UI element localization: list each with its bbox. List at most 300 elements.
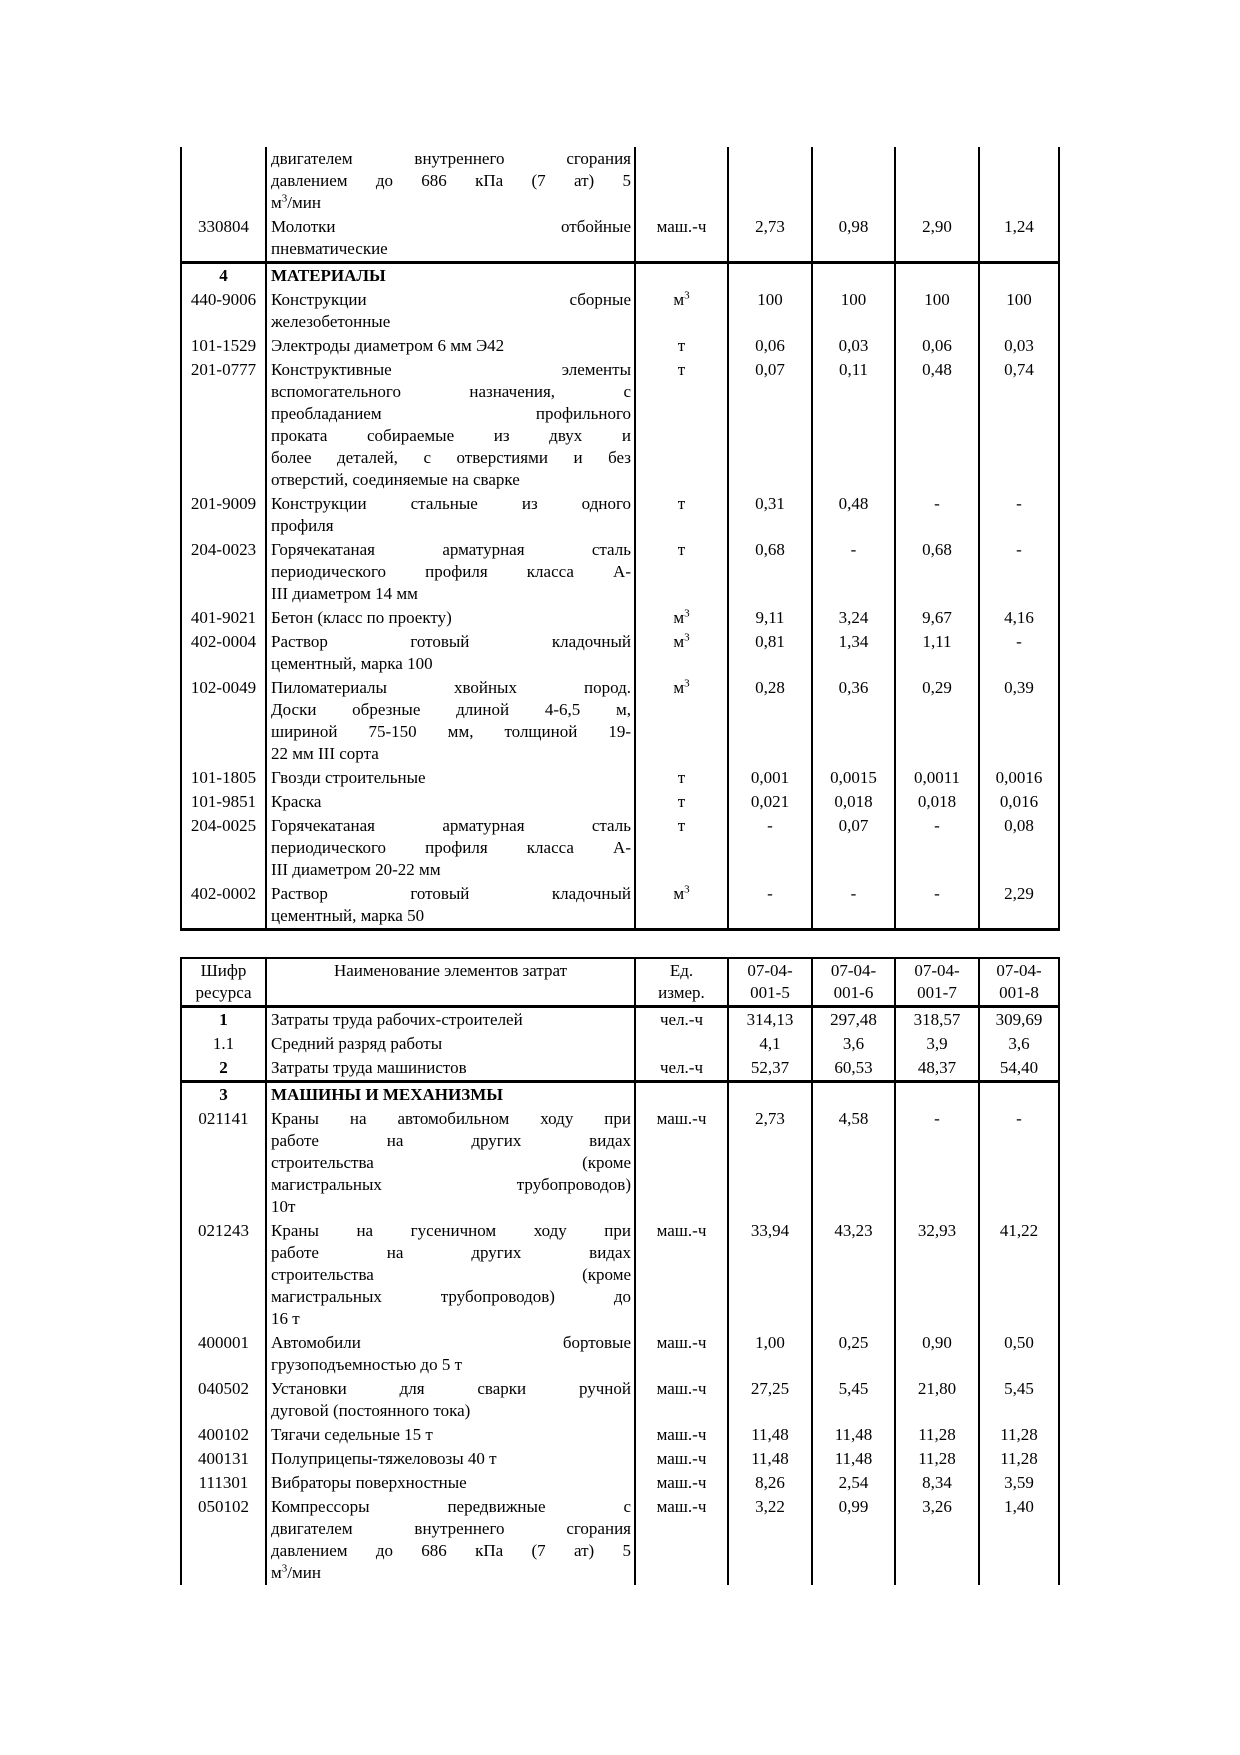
value-cell: - (979, 1107, 1059, 1219)
value-cell: 3,6 (979, 1032, 1059, 1056)
value-cell (728, 263, 812, 289)
value-cell: 11,28 (979, 1423, 1059, 1447)
value-cell (895, 147, 979, 215)
unit-cell: т (635, 766, 728, 790)
header-line: 001-5 (750, 983, 790, 1002)
value-cell: 0,11 (812, 358, 895, 492)
value-cell: - (895, 492, 979, 538)
resource-code-cell: 402-0004 (181, 630, 266, 676)
name-line: работе на других видах (271, 1131, 631, 1150)
value-cell: 0,018 (895, 790, 979, 814)
unit-cell: маш.-ч (635, 215, 728, 263)
name-line: III диаметром 20-22 мм (271, 860, 441, 879)
value-cell: 0,99 (812, 1495, 895, 1585)
value-cell: 3,24 (812, 606, 895, 630)
header-line: 07-04- (914, 961, 960, 980)
cost-element-name-cell (266, 606, 635, 630)
header-estimate-07-04-001-5 (728, 958, 812, 1007)
header-estimate-07-04-001-6 (812, 958, 895, 1007)
value-cell: 11,48 (728, 1447, 812, 1471)
name-line: железобетонные (271, 312, 391, 331)
value-cell: 0,68 (728, 538, 812, 606)
cost-element-name-cell (266, 790, 635, 814)
table-row (181, 1056, 1059, 1082)
table-row (181, 814, 1059, 882)
name-line: грузоподъемностью до 5 т (271, 1355, 462, 1374)
value-cell: 27,25 (728, 1377, 812, 1423)
name-line: Конструкции стальные из одного (271, 494, 631, 513)
header-line: Ед. (669, 961, 694, 980)
value-cell: 100 (979, 288, 1059, 334)
value-cell: - (812, 538, 895, 606)
name-line: Автомобили бортовые (271, 1333, 631, 1352)
value-cell: 0,74 (979, 358, 1059, 492)
cost-element-name-cell (266, 1032, 635, 1056)
cost-element-name-cell (266, 1331, 635, 1377)
name-line: цементный, марка 50 (271, 906, 425, 925)
value-cell: 60,53 (812, 1056, 895, 1082)
table-row (181, 1447, 1059, 1471)
value-cell: 4,58 (812, 1107, 895, 1219)
unit-cell: маш.-ч (635, 1423, 728, 1447)
name-line: Горячекатаная арматурная сталь (271, 540, 631, 559)
value-cell: 0,021 (728, 790, 812, 814)
value-cell: 0,07 (728, 358, 812, 492)
name-line: 10т (271, 1197, 296, 1216)
resource-code-cell: 204-0023 (181, 538, 266, 606)
value-cell: 100 (728, 288, 812, 334)
value-cell: 11,28 (895, 1447, 979, 1471)
value-cell (979, 147, 1059, 215)
unit-cell (635, 1082, 728, 1108)
name-line: шириной 75-150 мм, толщиной 19- (271, 722, 631, 741)
value-cell: 1,11 (895, 630, 979, 676)
value-cell: 0,81 (728, 630, 812, 676)
value-cell: - (979, 492, 1059, 538)
name-line: двигателем внутреннего сгорания (271, 149, 631, 168)
header-estimate-07-04-001-7 (895, 958, 979, 1007)
value-cell: 8,34 (895, 1471, 979, 1495)
value-cell: 5,45 (812, 1377, 895, 1423)
value-cell: 0,68 (895, 538, 979, 606)
value-cell: 3,22 (728, 1495, 812, 1585)
name-line: магистральных трубопроводов) до (271, 1287, 631, 1306)
header-line: 07-04- (830, 961, 877, 980)
value-cell: 2,29 (979, 882, 1059, 930)
name-line: Компрессоры передвижные с (271, 1497, 631, 1516)
table-row (181, 882, 1059, 930)
value-cell: - (728, 882, 812, 930)
value-cell: 0,03 (979, 334, 1059, 358)
resource-code-cell: 1.1 (181, 1032, 266, 1056)
table-row (181, 1495, 1059, 1585)
cost-element-name-cell (266, 1377, 635, 1423)
resource-code-cell: 3 (181, 1082, 266, 1108)
unit-cell: $м^3$ (635, 606, 728, 630)
name-line: Конструкции сборные (271, 290, 631, 309)
cost-element-name-cell (266, 1056, 635, 1082)
name-line: давлением до 686 кПа (7 ат) 5 (271, 1541, 631, 1560)
value-cell: 0,0016 (979, 766, 1059, 790)
name-line: Гвозди строительные (271, 768, 426, 787)
name-line: III диаметром 14 мм (271, 584, 418, 603)
value-cell: 0,48 (812, 492, 895, 538)
value-cell: 11,48 (812, 1423, 895, 1447)
value-cell: 43,23 (812, 1219, 895, 1331)
unit-cell: чел.-ч (635, 1056, 728, 1082)
resource-code-cell: 040502 (181, 1377, 266, 1423)
value-cell: 0,98 (812, 215, 895, 263)
unit-cell: маш.-ч (635, 1377, 728, 1423)
value-cell: 1,40 (979, 1495, 1059, 1585)
cost-element-name-cell (266, 492, 635, 538)
resource-code-cell: 400001 (181, 1331, 266, 1377)
name-line: Полуприцепы-тяжеловозы 40 т (271, 1449, 497, 1468)
table-row (181, 766, 1059, 790)
name-line: пневматические (271, 239, 388, 258)
table-row (181, 538, 1059, 606)
value-cell: 2,54 (812, 1471, 895, 1495)
resource-code-cell: 101-1805 (181, 766, 266, 790)
value-cell: - (812, 882, 895, 930)
unit-cell: маш.-ч (635, 1219, 728, 1331)
header-line: 001-6 (833, 983, 874, 1002)
name-line: Пиломатериалы хвойных пород. (271, 678, 631, 697)
table-row (181, 215, 1059, 263)
name-line: периодического профиля класса А- (271, 562, 631, 581)
resource-code-cell: 111301 (181, 1471, 266, 1495)
value-cell: 9,67 (895, 606, 979, 630)
resource-code-cell: 050102 (181, 1495, 266, 1585)
value-cell: 2,90 (895, 215, 979, 263)
value-cell: 11,48 (812, 1447, 895, 1471)
table-row (181, 1107, 1059, 1219)
value-cell: - (895, 814, 979, 882)
header-estimate-07-04-001-8 (979, 958, 1059, 1007)
resource-code-cell: 201-0777 (181, 358, 266, 492)
name-line: МАТЕРИАЛЫ (271, 266, 386, 285)
resource-code-cell: 402-0002 (181, 882, 266, 930)
unit-cell (635, 147, 728, 215)
name-line: Электроды диаметром 6 мм Э42 (271, 336, 505, 355)
cost-element-name-cell (266, 1107, 635, 1219)
name-line: профиля (271, 516, 334, 535)
value-cell: 54,40 (979, 1056, 1059, 1082)
value-cell: 0,0015 (812, 766, 895, 790)
value-cell: 48,37 (895, 1056, 979, 1082)
header-line: 07-04- (747, 961, 793, 980)
value-cell: 0,001 (728, 766, 812, 790)
cost-element-name-cell (266, 676, 635, 766)
value-cell: 41,22 (979, 1219, 1059, 1331)
cost-element-name-cell (266, 538, 635, 606)
costs-table-body (181, 1007, 1059, 1586)
value-cell: - (979, 538, 1059, 606)
value-cell: 9,11 (728, 606, 812, 630)
name-line: двигателем внутреннего сгорания (271, 1519, 631, 1538)
unit-cell: маш.-ч (635, 1107, 728, 1219)
value-cell: 318,57 (895, 1007, 979, 1033)
unit-cell: маш.-ч (635, 1447, 728, 1471)
value-cell: 0,06 (728, 334, 812, 358)
name-line: цементный, марка 100 (271, 654, 433, 673)
name-line: МАШИНЫ И МЕХАНИЗМЫ (271, 1085, 503, 1104)
resource-code-cell: 400131 (181, 1447, 266, 1471)
value-cell: 0,016 (979, 790, 1059, 814)
value-cell: 3,26 (895, 1495, 979, 1585)
value-cell: 100 (895, 288, 979, 334)
table-row (181, 334, 1059, 358)
name-line: преобладанием профильного (271, 404, 631, 423)
name-line: давлением до 686 кПа (7 ат) 5 (271, 171, 631, 190)
resource-code-cell: 201-9009 (181, 492, 266, 538)
value-cell: 11,28 (979, 1447, 1059, 1471)
cost-element-name-cell (266, 288, 635, 334)
value-cell: 0,0011 (895, 766, 979, 790)
value-cell: 11,48 (728, 1423, 812, 1447)
cost-element-name-cell (266, 766, 635, 790)
value-cell (895, 1082, 979, 1108)
resource-code-cell: 102-0049 (181, 676, 266, 766)
resources-table-body (181, 147, 1059, 930)
value-cell: 297,48 (812, 1007, 895, 1033)
name-line: Средний разряд работы (271, 1034, 443, 1053)
cost-element-name-cell (266, 263, 635, 289)
resources-table-continued (180, 147, 1060, 931)
name-line: периодического профиля класса А- (271, 838, 631, 857)
value-cell: 52,37 (728, 1056, 812, 1082)
unit-cell: т (635, 790, 728, 814)
name-line: строительства (кроме (271, 1265, 631, 1284)
resource-code-cell: 101-9851 (181, 790, 266, 814)
resource-code-cell: 021141 (181, 1107, 266, 1219)
value-cell: 314,13 (728, 1007, 812, 1033)
table-row (181, 1082, 1059, 1108)
unit-cell: т (635, 358, 728, 492)
header-unit (635, 958, 728, 1007)
header-line: измер. (658, 983, 705, 1002)
cost-element-name-cell (266, 1007, 635, 1033)
value-cell: - (728, 814, 812, 882)
value-cell: 0,50 (979, 1331, 1059, 1377)
unit-cell: $м^3$ (635, 630, 728, 676)
table-row (181, 263, 1059, 289)
value-cell: 0,48 (895, 358, 979, 492)
unit-cell: маш.-ч (635, 1471, 728, 1495)
name-line: Бетон (класс по проекту) (271, 608, 452, 627)
table-row (181, 1219, 1059, 1331)
value-cell: 21,80 (895, 1377, 979, 1423)
name-line: Краска (271, 792, 322, 811)
value-cell (812, 1082, 895, 1108)
value-cell (728, 147, 812, 215)
value-cell: 2,73 (728, 215, 812, 263)
table-row (181, 676, 1059, 766)
cost-element-name-cell (266, 215, 635, 263)
resource-code-cell: 401-9021 (181, 606, 266, 630)
header-line: 07-04- (996, 961, 1042, 980)
table-row (181, 1423, 1059, 1447)
name-line: Краны на гусеничном ходу при (271, 1221, 631, 1240)
value-cell: 0,25 (812, 1331, 895, 1377)
unit-cell (635, 1032, 728, 1056)
unit-cell (635, 263, 728, 289)
name-line: магистральных трубопроводов) (271, 1175, 631, 1194)
resource-code-cell: 021243 (181, 1219, 266, 1331)
value-cell: 33,94 (728, 1219, 812, 1331)
name-line: Раствор готовый кладочный (271, 632, 631, 651)
value-cell (812, 147, 895, 215)
value-cell: 4,1 (728, 1032, 812, 1056)
unit-cell: $м^3$ (635, 288, 728, 334)
name-line: Краны на автомобильном ходу при (271, 1109, 631, 1128)
cost-element-name-cell (266, 1471, 635, 1495)
table-row (181, 630, 1059, 676)
value-cell: - (895, 882, 979, 930)
name-line: 16 т (271, 1309, 300, 1328)
value-cell: 0,03 (812, 334, 895, 358)
value-cell: - (979, 630, 1059, 676)
value-cell: 0,08 (979, 814, 1059, 882)
value-cell (812, 263, 895, 289)
value-cell: 3,6 (812, 1032, 895, 1056)
unit-cell: т (635, 492, 728, 538)
value-cell: 309,69 (979, 1007, 1059, 1033)
costs-table-header (181, 958, 1059, 1007)
table-row (181, 358, 1059, 492)
table-header-row (181, 958, 1059, 1007)
header-resource-code (181, 958, 266, 1007)
table-row (181, 1471, 1059, 1495)
name-line: отверстий, соединяемые на сварке (271, 470, 520, 489)
name-line: более деталей, с отверстиями и без (271, 448, 631, 467)
cost-element-name-cell (266, 814, 635, 882)
name-line: Вибраторы поверхностные (271, 1473, 467, 1492)
cost-element-name-cell (266, 1082, 635, 1108)
value-cell: - (895, 1107, 979, 1219)
value-cell: 0,018 (812, 790, 895, 814)
resource-code-cell (181, 147, 266, 215)
name-line: Молотки отбойные (271, 217, 631, 236)
resource-code-cell: 1 (181, 1007, 266, 1033)
value-cell (979, 1082, 1059, 1108)
value-cell: 0,31 (728, 492, 812, 538)
cost-element-name-cell (266, 630, 635, 676)
cost-element-name-cell (266, 147, 635, 215)
resource-code-cell: 101-1529 (181, 334, 266, 358)
name-line: строительства (кроме (271, 1153, 631, 1172)
value-cell: 1,00 (728, 1331, 812, 1377)
value-cell: 4,16 (979, 606, 1059, 630)
value-cell: 5,45 (979, 1377, 1059, 1423)
value-cell (728, 1082, 812, 1108)
value-cell: 0,07 (812, 814, 895, 882)
value-cell (895, 263, 979, 289)
cost-element-name-cell (266, 1423, 635, 1447)
value-cell (979, 263, 1059, 289)
table-row (181, 606, 1059, 630)
resource-code-cell: 204-0025 (181, 814, 266, 882)
value-cell: 32,93 (895, 1219, 979, 1331)
resource-code-cell: 4 (181, 263, 266, 289)
unit-cell: чел.-ч (635, 1007, 728, 1033)
table-row (181, 1032, 1059, 1056)
name-line: Тягачи седельные 15 т (271, 1425, 433, 1444)
unit-cell: маш.-ч (635, 1331, 728, 1377)
unit-cell: маш.-ч (635, 1495, 728, 1585)
resource-code-cell: 400102 (181, 1423, 266, 1447)
cost-element-name-cell (266, 334, 635, 358)
value-cell: 0,39 (979, 676, 1059, 766)
value-cell: 2,73 (728, 1107, 812, 1219)
cost-element-name-cell (266, 1219, 635, 1331)
unit-cell: т (635, 334, 728, 358)
name-line: Установки для сварки ручной (271, 1379, 631, 1398)
header-cost-element-name (266, 958, 635, 1007)
resource-code-cell: 330804 (181, 215, 266, 263)
value-cell: 100 (812, 288, 895, 334)
table-row (181, 1331, 1059, 1377)
value-cell: 0,29 (895, 676, 979, 766)
table-row (181, 147, 1059, 215)
name-line: дуговой (постоянного тока) (271, 1401, 471, 1420)
name-line: Затраты труда машинистов (271, 1058, 467, 1077)
costs-table (180, 957, 1060, 1585)
value-cell: 11,28 (895, 1423, 979, 1447)
header-line: 001-8 (999, 983, 1039, 1002)
cost-element-name-cell (266, 1447, 635, 1471)
name-line: Конструктивные элементы (271, 360, 631, 379)
unit-cell: т (635, 538, 728, 606)
header-line: Шифр (200, 961, 247, 980)
value-cell: 1,24 (979, 215, 1059, 263)
resource-code-cell: 2 (181, 1056, 266, 1082)
name-line: Затраты труда рабочих-строителей (271, 1010, 523, 1029)
header-line: 001-7 (917, 983, 957, 1002)
value-cell: 1,34 (812, 630, 895, 676)
cost-element-name-cell (266, 358, 635, 492)
cost-element-name-cell (266, 882, 635, 930)
name-line: Доски обрезные длиной 4-6,5 м, (271, 700, 631, 719)
name-line: проката собираемые из двух и (271, 426, 631, 445)
name-line: Горячекатаная арматурная сталь (271, 816, 631, 835)
value-cell: 0,06 (895, 334, 979, 358)
table-row (181, 288, 1059, 334)
table-row (181, 1377, 1059, 1423)
name-line: работе на других видах (271, 1243, 631, 1262)
table-row (181, 492, 1059, 538)
header-line: Наименование элементов затрат (333, 961, 568, 980)
name-line: $м^3$/мин (271, 192, 321, 212)
name-line: вспомогательного назначения, с (271, 382, 631, 401)
table-row (181, 790, 1059, 814)
cost-element-name-cell (266, 1495, 635, 1585)
unit-cell: $м^3$ (635, 676, 728, 766)
value-cell: 0,28 (728, 676, 812, 766)
resource-code-cell: 440-9006 (181, 288, 266, 334)
value-cell: 3,9 (895, 1032, 979, 1056)
name-line: Раствор готовый кладочный (271, 884, 631, 903)
value-cell: 0,90 (895, 1331, 979, 1377)
value-cell: 0,36 (812, 676, 895, 766)
value-cell: 8,26 (728, 1471, 812, 1495)
header-line: ресурса (195, 983, 252, 1002)
unit-cell: т (635, 814, 728, 882)
value-cell: 3,59 (979, 1471, 1059, 1495)
name-line: $м^3$/мин (271, 1562, 321, 1582)
name-line: 22 мм III сорта (271, 744, 379, 763)
unit-cell: $м^3$ (635, 882, 728, 930)
